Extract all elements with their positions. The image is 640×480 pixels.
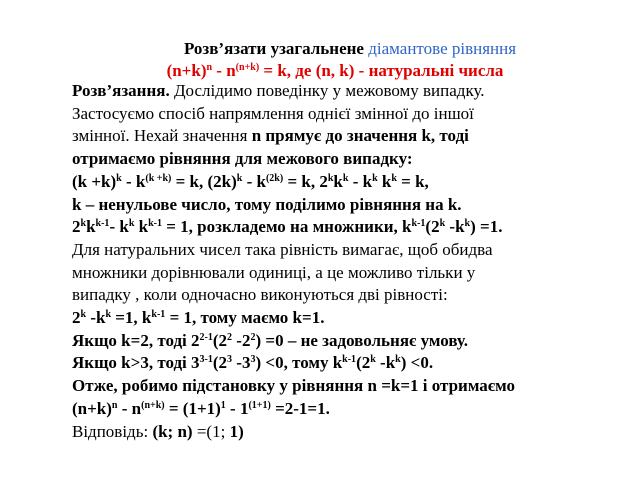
text-segment: -3: [232, 353, 251, 373]
title-line-1: [0, 38, 640, 60]
superscript: k: [327, 172, 334, 184]
superscript: n: [111, 399, 118, 411]
superscript: k: [128, 218, 135, 230]
equation-part: (n+k): [166, 61, 207, 80]
superscript: k-1: [342, 354, 357, 366]
text-segment: Застосуємо спосіб напрямлення однієї змінної до іншої: [72, 103, 474, 123]
superscript: 3: [227, 354, 233, 366]
text-segment: отримаємо рівняння для межового випадку:: [72, 149, 413, 169]
text-segment: -k: [86, 308, 106, 328]
text-segment: - k: [348, 171, 373, 191]
text-segment: (n+k): [72, 398, 112, 418]
text-segment: = 1, розкладемо на множники, k: [162, 217, 412, 237]
equation-exponent: n: [206, 62, 213, 73]
superscript: k: [464, 218, 471, 230]
text-line: [72, 148, 632, 171]
text-segment: 2: [72, 217, 81, 237]
text-line: [72, 194, 632, 217]
text-segment: Розв’язання.: [72, 81, 170, 100]
text-segment: =2-1=1.: [270, 398, 330, 418]
superscript: 3-1: [199, 354, 213, 366]
text-line: [72, 216, 632, 239]
text-segment: (2: [425, 217, 440, 237]
text-segment: n прямує до значення k, тоді: [251, 126, 469, 146]
text-line: [72, 262, 632, 285]
superscript: k: [342, 172, 349, 184]
superscript: (n+k): [141, 399, 165, 411]
superscript: (1+1): [248, 399, 271, 411]
superscript: k: [395, 354, 401, 366]
text-segment: = (1+1): [164, 398, 221, 418]
superscript: k: [236, 172, 243, 184]
text-segment: - k: [242, 171, 266, 191]
title-equation: [0, 60, 640, 82]
text-segment: змінної. Нехай значення: [72, 126, 252, 146]
text-segment: -2: [232, 330, 251, 350]
text-segment: 2: [72, 308, 81, 328]
superscript: k: [439, 218, 446, 230]
superscript: 1: [220, 399, 226, 411]
text-segment: k: [333, 171, 343, 191]
text-line: [72, 330, 632, 353]
text-line: [72, 125, 632, 148]
superscript: k: [80, 218, 87, 230]
text-line: [72, 375, 632, 398]
text-segment: k – ненульове число, тому поділимо рівняння на k.: [72, 194, 462, 214]
superscript: k: [80, 309, 87, 321]
text-segment: = 1, тому маємо k=1.: [165, 308, 325, 328]
superscript: k: [391, 172, 397, 184]
text-segment: - 1: [225, 398, 249, 418]
text-line: [72, 307, 632, 330]
title-block: [0, 38, 640, 82]
text-segment: ) =0 – не задовольняє умову.: [255, 330, 468, 350]
text-line: [72, 352, 632, 375]
text-segment: 1): [229, 421, 244, 441]
superscript: k: [370, 354, 376, 366]
title-highlight: діамантове рівняння: [368, 39, 517, 58]
title-prefix: Розв’язати узагальнене: [183, 39, 369, 58]
text-segment: - n: [117, 398, 142, 418]
text-line: [72, 239, 632, 262]
text-segment: =(1;: [192, 421, 230, 441]
text-segment: Якщо k>3, тоді 3: [72, 353, 200, 373]
text-line: [72, 171, 632, 194]
text-segment: -k: [375, 353, 396, 373]
text-segment: Отже, робимо підстановку у рівняння n =k=1 і отримаємо: [72, 376, 516, 396]
superscript: (k +k): [145, 172, 172, 184]
text-line: [72, 398, 632, 421]
text-segment: випадку , коли одночасно виконуються дві рівності:: [72, 285, 448, 305]
text-line: [72, 421, 632, 444]
text-segment: ) =1.: [470, 217, 503, 237]
superscript: 2: [250, 331, 256, 343]
text-segment: (2: [356, 353, 371, 373]
superscript: k: [372, 172, 378, 184]
text-segment: (k +k): [72, 171, 117, 191]
superscript: k: [116, 172, 122, 184]
text-segment: Відповідь:: [72, 421, 153, 441]
text-segment: Якщо k=2, тоді 2: [72, 330, 200, 350]
superscript: k-1: [148, 218, 162, 230]
solution-text: [72, 80, 632, 443]
text-segment: = k, (2k): [171, 171, 237, 191]
text-segment: -k: [445, 217, 465, 237]
text-segment: (2: [212, 330, 228, 350]
superscript: k-1: [411, 218, 426, 230]
equation-part: = k, де (n, k) - натуральні числа: [259, 61, 504, 80]
superscript: k-1: [95, 218, 110, 230]
text-segment: Для натуральних чисел така рівність вимагає, щоб обидва: [72, 239, 493, 259]
text-segment: (k; n): [152, 421, 193, 441]
text-line: [72, 103, 632, 126]
text-segment: = k, 2: [283, 171, 328, 191]
text-segment: k: [377, 171, 392, 191]
text-segment: = k,: [396, 171, 429, 191]
text-segment: =1, k: [111, 308, 152, 328]
superscript: k-1: [151, 309, 166, 321]
text-segment: - k: [109, 217, 129, 237]
text-line: [72, 80, 632, 103]
text-line: [72, 284, 632, 307]
text-segment: k: [86, 217, 96, 237]
equation-part: - n: [212, 61, 236, 80]
superscript: 2-1: [199, 331, 213, 343]
text-segment: k: [134, 217, 149, 237]
superscript: 2: [227, 331, 233, 343]
superscript: k: [105, 309, 111, 321]
superscript: 3: [250, 354, 256, 366]
text-segment: - k: [121, 171, 146, 191]
text-segment: Дослідимо поведінку у межовому випадку.: [169, 81, 485, 100]
equation-exponent: (n+k): [235, 62, 260, 73]
text-segment: (2: [212, 353, 228, 373]
text-segment: множники дорівнювали одиниці, а це можливо тільки у: [72, 262, 476, 282]
superscript: (2k): [265, 172, 284, 184]
text-segment: ) <0, тому k: [255, 353, 343, 373]
text-segment: ) <0.: [400, 353, 434, 373]
